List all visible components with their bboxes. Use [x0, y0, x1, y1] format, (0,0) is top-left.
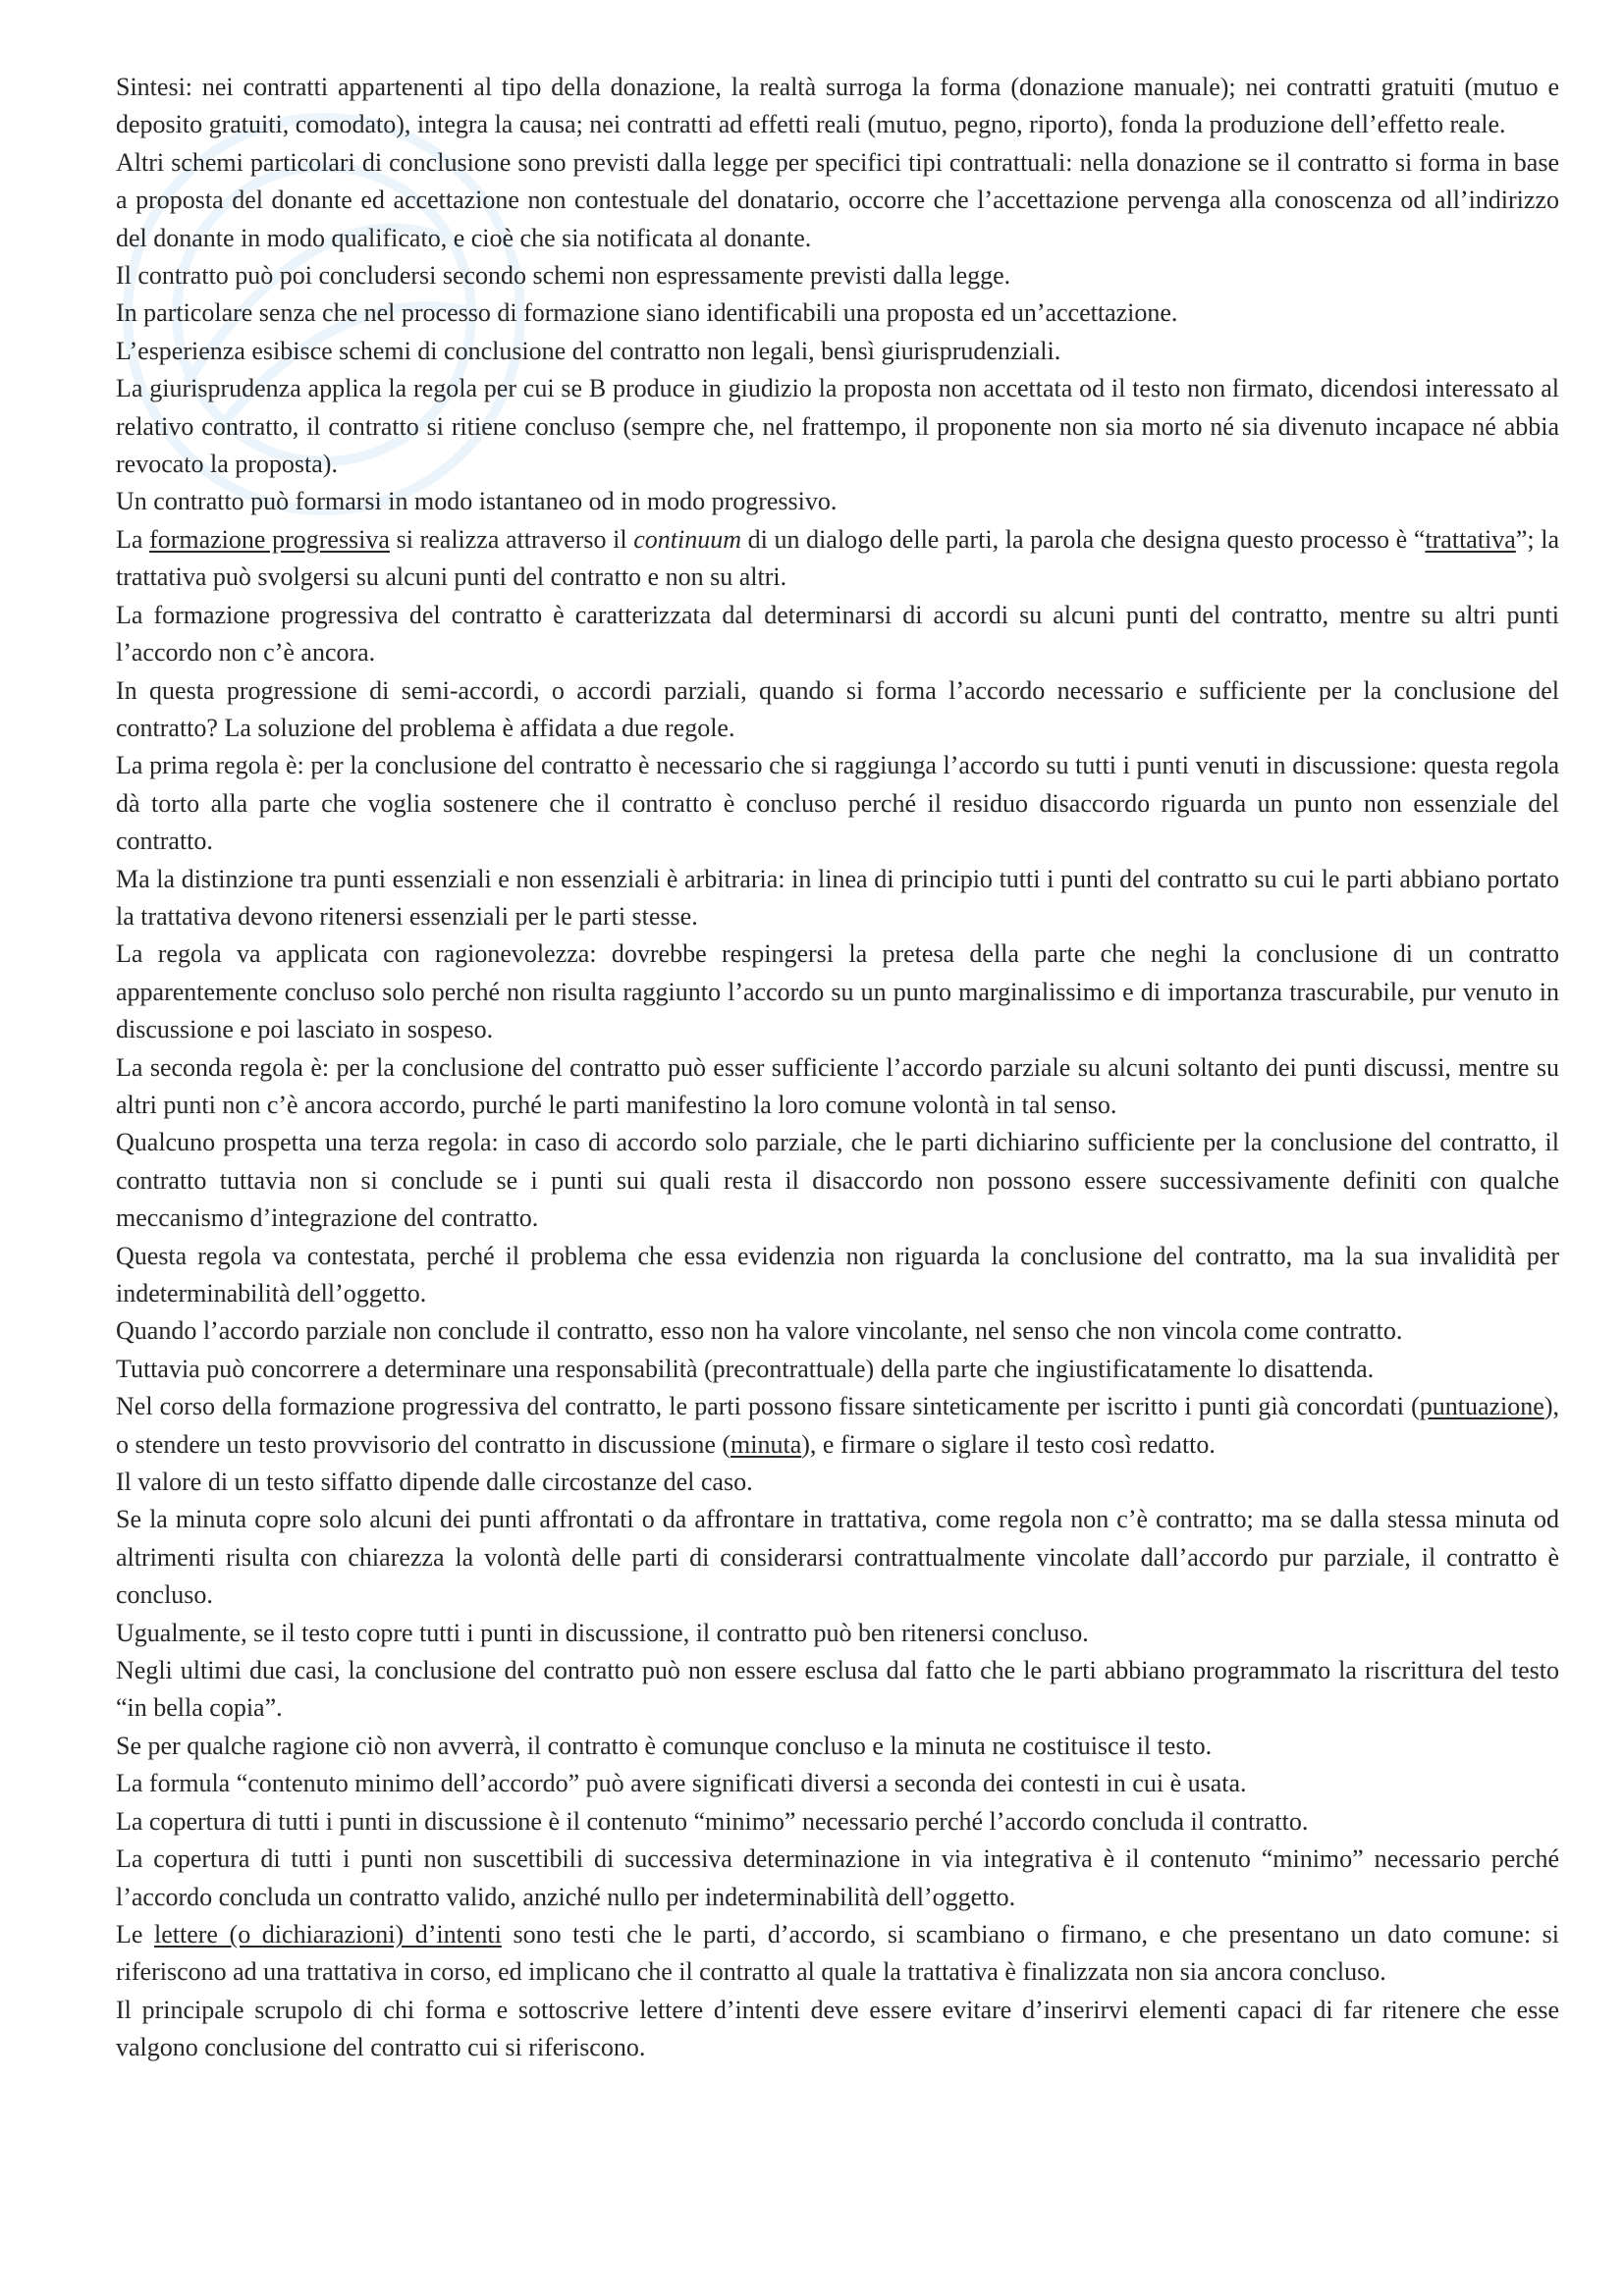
- text-segment: La seconda regola è: per la conclusione del contratto può esser sufficiente l’accordo parziale su alcuni soltanto dei punti discussi, mentre su altri punti non c’è ancora accordo, purché le parti manifestino la loro comune volontà in tal senso.: [116, 1052, 1559, 1119]
- text-segment: Tuttavia può concorrere a determinare una responsabilità (precontrattuale) della parte che ingiustificatamente lo disattenda.: [116, 1354, 1375, 1383]
- text-segment: si realizza attraverso il: [389, 524, 634, 554]
- paragraph-p14: [116, 1049, 1559, 1125]
- text-segment: La formazione progressiva del contratto è caratterizzata dal determinarsi di accordi su alcuni punti del contratto, mentre su altri punti l’accordo non c’è ancora.: [116, 600, 1559, 667]
- text-segment: Il principale scrupolo di chi forma e sottoscrive lettere d’intenti deve essere evitare d’inserirvi elementi capaci di far ritenere che esse valgono conclusione del contratto cui si riferiscono.: [116, 1995, 1559, 2062]
- paragraph-p22: [116, 1615, 1559, 1652]
- text-segment: Qualcuno prospetta una terza regola: in caso di accordo solo parziale, che le parti dichiarino sufficiente per la conclusione del contratto, il contratto tuttavia non si conclude se i punti sui quali resta il disaccordo non possono essere successivamente definiti con qualche meccanismo d’integrazione del contratto.: [116, 1128, 1559, 1233]
- paragraph-p27: [116, 1841, 1559, 1916]
- paragraph-p07: [116, 483, 1559, 520]
- paragraph-p10: [116, 672, 1559, 748]
- text-segment: ), e firmare o siglare il testo così redatto.: [801, 1429, 1216, 1459]
- paragraph-p01: [116, 69, 1559, 144]
- text-segment: sono testi che le parti, d’accordo, si scambiano o firmano, e che presentano un dato comune: si riferiscono ad una trattativa in corso, ed implicano che il contratto al quale la trattativa è finalizzata non sia ancora concluso.: [116, 1919, 1560, 1987]
- text-segment: La regola va applicata con ragionevolezza: dovrebbe respingersi la pretesa della parte che neghi la conclusione di un contratto apparentemente concluso solo perché non risulta raggiunto l’accordo su un punto marginalissimo e di importanza trascurabile, pur venuto in discussione e poi lasciato in sospeso.: [116, 939, 1559, 1044]
- paragraph-p18: [116, 1351, 1559, 1388]
- paragraph-p15: [116, 1124, 1559, 1237]
- underlined-term: lettere (o dichiarazioni) d’intenti: [154, 1919, 502, 1949]
- paragraph-p23: [116, 1652, 1559, 1728]
- text-segment: Se la minuta copre solo alcuni dei punti affrontati o da affrontare in trattativa, come regola non c’è contratto; ma se dalla stessa minuta od altrimenti risulta con chiarezza la volontà delle parti di considerarsi contrattualmente vincolate dall’accordo pur parziale, il contratto è concluso.: [116, 1505, 1559, 1610]
- underlined-term: formazione progressiva: [149, 524, 390, 554]
- text-segment: Le: [116, 1919, 155, 1949]
- text-segment: Ugualmente, se il testo copre tutti i punti in discussione, il contratto può ben ritenersi concluso.: [116, 1618, 1089, 1647]
- underlined-term: trattativa: [1425, 524, 1516, 554]
- text-segment: Altri schemi particolari di conclusione sono previsti dalla legge per specifici tipi contrattuali: nella donazione se il contratto si forma in base a proposta del donante ed accettazione non contestuale del donatario, occorre che l’accettazione pervenga alla conoscenza od all’indirizzo del donante in modo qualificato, e cioè che sia notificata al donante.: [116, 147, 1559, 252]
- text-segment: Sintesi: nei contratti appartenenti al tipo della donazione, la realtà surroga la forma (donazione manuale); nei contratti gratuiti (mutuo e deposito gratuiti, comodato), integra la causa; nei contratti ad effetti reali (mutuo, pegno, riporto), fonda la produzione dell’effetto reale.: [116, 73, 1559, 139]
- paragraph-p12: [116, 861, 1559, 936]
- underlined-term: minuta: [731, 1429, 802, 1459]
- text-segment: La: [116, 524, 150, 554]
- paragraph-p29: [116, 1992, 1559, 2067]
- text-segment: Un contratto può formarsi in modo istantaneo od in modo progressivo.: [116, 487, 838, 516]
- paragraph-p08: [116, 521, 1559, 597]
- paragraph-p17: [116, 1312, 1559, 1350]
- text-segment: In questa progressione di semi-accordi, o accordi parziali, quando si forma l’accordo necessario e sufficiente per la conclusione del contratto? La soluzione del problema è affidata a due regole.: [116, 675, 1559, 742]
- paragraph-p26: [116, 1803, 1559, 1841]
- paragraph-p25: [116, 1765, 1559, 1802]
- text-segment: La copertura di tutti i punti in discussione è il contenuto “minimo” necessario perché l’accordo concluda il contratto.: [116, 1806, 1309, 1836]
- paragraph-p09: [116, 597, 1559, 672]
- paragraph-p28: [116, 1916, 1559, 1992]
- text-segment: Ma la distinzione tra punti essenziali e non essenziali è arbitraria: in linea di principio tutti i punti del contratto su cui le parti abbiano portato la trattativa devono ritenersi essenziali per le parti stesse.: [116, 864, 1559, 931]
- paragraph-p21: [116, 1501, 1559, 1614]
- italic-term: continuum: [633, 524, 742, 554]
- paragraph-p04: [116, 294, 1559, 332]
- paragraph-p13: [116, 935, 1559, 1048]
- paragraph-p02: [116, 144, 1559, 257]
- document-page: [116, 69, 1559, 2067]
- text-segment: Se per qualche ragione ciò non avverrà, il contratto è comunque concluso e la minuta ne costituisce il testo.: [116, 1731, 1213, 1760]
- text-segment: La formula “contenuto minimo dell’accordo” può avere significati diversi a seconda dei contesti in cui è usata.: [116, 1769, 1247, 1798]
- text-segment: Quando l’accordo parziale non conclude il contratto, esso non ha valore vincolante, nel senso che non vincola come contratto.: [116, 1316, 1403, 1346]
- paragraph-p06: [116, 370, 1559, 483]
- paragraph-p03: [116, 257, 1559, 294]
- paragraph-p11: [116, 747, 1559, 860]
- text-segment: Nel corso della formazione progressiva del contratto, le parti possono fissare sinteticamente per iscritto i punti già concordati (: [116, 1392, 1420, 1421]
- text-segment: ”; la trattativa può svolgersi su alcuni punti del contratto e non su altri.: [116, 524, 1559, 592]
- text-segment: Il contratto può poi concludersi secondo schemi non espressamente previsti dalla legge.: [116, 261, 1011, 291]
- paragraph-p16: [116, 1238, 1559, 1313]
- text-segment: In particolare senza che nel processo di formazione siano identificabili una proposta ed un’accettazione.: [116, 298, 1178, 328]
- text-segment: Il valore di un testo siffatto dipende dalle circostanze del caso.: [116, 1468, 753, 1497]
- paragraph-p20: [116, 1464, 1559, 1501]
- text-segment: La giurisprudenza applica la regola per cui se B produce in giudizio la proposta non accettata od il testo non firmato, dicendosi interessato al relativo contratto, il contratto si ritiene concluso (sempre che, nel frattempo, il proponente non sia morto né sia divenuto incapace né abbia revocato la proposta).: [116, 374, 1559, 479]
- paragraph-p19: [116, 1388, 1559, 1464]
- text-segment: Questa regola va contestata, perché il problema che essa evidenzia non riguarda la conclusione del contratto, ma la sua invalidità per indeterminabilità dell’oggetto.: [116, 1241, 1559, 1308]
- text-segment: La prima regola è: per la conclusione del contratto è necessario che si raggiunga l’accordo su tutti i punti venuti in discussione: questa regola dà torto alla parte che voglia sostenere che il contratto è concluso perché il residuo disaccordo riguarda un punto non essenziale del contratto.: [116, 751, 1559, 856]
- text-segment: Negli ultimi due casi, la conclusione del contratto può non essere esclusa dal fatto che le parti abbiano programmato la riscrittura del testo “in bella copia”.: [116, 1656, 1559, 1723]
- paragraph-p24: [116, 1728, 1559, 1765]
- text-segment: ), o stendere un testo provvisorio del contratto in discussione (: [116, 1392, 1559, 1459]
- text-segment: di un dialogo delle parti, la parola che designa questo processo è “: [741, 524, 1426, 554]
- paragraph-p05: [116, 333, 1559, 370]
- underlined-term: puntuazione: [1419, 1392, 1544, 1421]
- text-segment: La copertura di tutti i punti non suscettibili di successiva determinazione in via integrativa è il contenuto “minimo” necessario perché l’accordo concluda un contratto valido, anziché nullo per indeterminabilità dell’oggetto.: [116, 1844, 1559, 1911]
- text-segment: L’esperienza esibisce schemi di conclusione del contratto non legali, bensì giurisprudenziali.: [116, 336, 1061, 365]
